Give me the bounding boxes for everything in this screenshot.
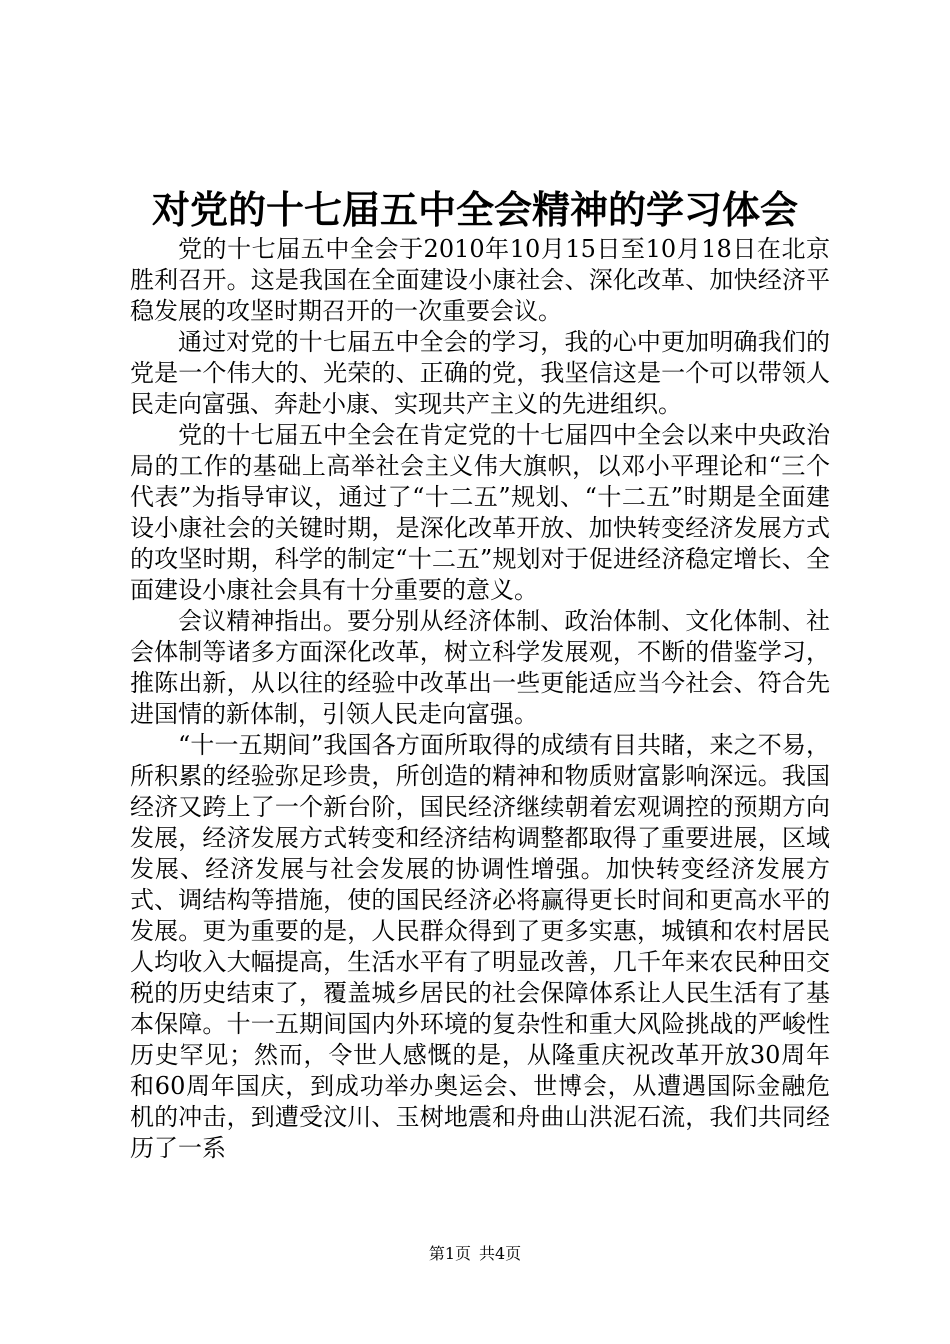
paragraph-1: 党的十七届五中全会于2010年10月15日至10月18日在北京胜利召开。这是我国在全面建设小康社会、深化改革、加快经济平稳发展的攻坚时期召开的一次重要会议。 — [130, 235, 830, 325]
paragraph-3: 党的十七届五中全会在肯定党的十七届四中全会以来中央政治局的工作的基础上高举社会主义伟大旗帜，以邓小平理论和“三个代表”为指导审议，通过了“十二五”规划、“十二五”时期是全面建设小康社会的关键时期，是深化改革开放、加快转变经济发展方式的攻坚时期，科学的制定“十二五”规划对于促进经济稳定增长、全面建设小康社会具有十分重要的意义。 — [130, 421, 830, 604]
page-number: 第1页 — [428, 1244, 471, 1263]
page-total: 共4页 — [479, 1244, 522, 1263]
paragraph-4: 会议精神指出。要分别从经济体制、政治体制、文化体制、社会体制等诸多方面深化改革，树立科学发展观，不断的借鉴学习，推陈出新，从以往的经验中改革出一些更能适应当今社会、符合先进国情的新体制，引领人民走向富强。 — [130, 607, 830, 728]
paragraph-2: 通过对党的十七届五中全会的学习，我的心中更加明确我们的党是一个伟大的、光荣的、正确的党，我坚信这是一个可以带领人民走向富强、奔赴小康、实现共产主义的先进组织。 — [130, 328, 830, 418]
document-title: 对党的十七届五中全会精神的学习体会 — [151, 187, 798, 232]
page-footer — [0, 1244, 950, 1264]
document-body — [130, 234, 830, 1164]
paragraph-5: “十一五期间”我国各方面所取得的成绩有目共睹，来之不易，所积累的经验弥足珍贵，所创造的精神和物质财富影响深远。我国经济又跨上了一个新台阶，国民经济继续朝着宏观调控的预期方向发展，经济发展方式转变和经济结构调整都取得了重要进展，区域发展、经济发展与社会发展的协调性增强。加快转变经济发展方式、调结构等措施，使的国民经济必将赢得更长时间和更高水平的发展。更为重要的是，人民群众得到了更多实惠，城镇和农村居民人均收入大幅提高，生活水平有了明显改善，几千年来农民种田交税的历史结束了，覆盖城乡居民的社会保障体系让人民生活有了基本保障。十一五期间国内外环境的复杂性和重大风险挑战的严峻性历史罕见；然而，令世人感慨的是，从隆重庆祝改革开放30周年和60周年国庆，到成功举办奥运会、世博会，从遭遇国际金融危机的冲击，到遭受汶川、玉树地震和舟曲山洪泥石流，我们共同经历了一系 — [130, 731, 830, 1162]
